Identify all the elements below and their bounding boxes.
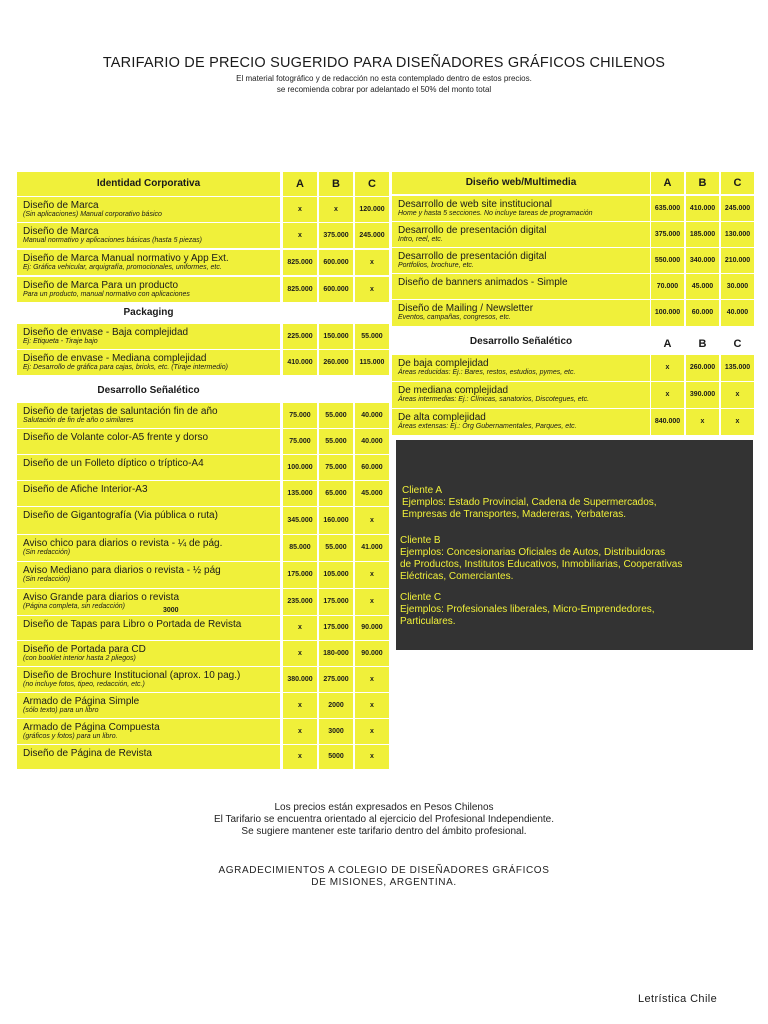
editorial-row-note: Salutación de fin de año o similares <box>23 417 134 424</box>
editorial-row-price-c: x <box>355 562 389 588</box>
senaletico-header-right: Desarrollo Señalético <box>392 330 650 354</box>
packaging-row-label: Diseño de envase - Baja complejidad <box>23 327 189 338</box>
page-title: TARIFARIO DE PRECIO SUGERIDO PARA DISEÑADORES GRÁFICOS CHILENOS <box>102 55 666 71</box>
right-header-col-a: A <box>651 172 684 194</box>
right-row-price-a: 635.000 <box>651 196 684 221</box>
right-row-price-a: 550.000 <box>651 248 684 273</box>
left-row-price-c: x <box>355 277 389 302</box>
client-b-line: Eléctricas, Comerciantes. <box>400 571 514 582</box>
right-row-price-a: 375.000 <box>651 222 684 247</box>
editorial-row-price-b: 55.000 <box>319 403 353 428</box>
footer-notes <box>0 802 768 838</box>
right-row-note: Home y hasta 5 secciones. No incluye tareas de programación <box>398 210 593 217</box>
brand-label: Letrística Chile <box>638 993 718 1005</box>
right-row-price-c: 130.000 <box>721 222 754 247</box>
editorial-row-price-a: 135.000 <box>283 481 317 506</box>
editorial-row <box>17 429 280 454</box>
packaging-row-price-a: 410.000 <box>283 350 317 375</box>
editorial-row-label: Diseño de tarjetas de saluntación fin de año <box>23 406 218 417</box>
editorial-row-label: Aviso Mediano para diarios o revista - ½ pág <box>23 565 221 576</box>
editorial-row <box>17 403 280 428</box>
editorial-row-price-b: 65.000 <box>319 481 353 506</box>
editorial-row-price-a: x <box>283 616 317 640</box>
left-row-note: Ej: Gráfica vehicular, arquigrafía, promocionales, uniformes, etc. <box>23 264 222 271</box>
right-row-price-b: 185.000 <box>686 222 719 247</box>
left-row-price-a: 825.000 <box>283 250 317 275</box>
client-c <box>400 592 655 628</box>
left-row-label: Diseño de Marca <box>23 200 99 211</box>
editorial-row-label: Armado de Página Simple <box>23 696 140 707</box>
senaletico-header-left: Desarrollo Señalético <box>17 380 280 402</box>
right-row-price-c: 30.000 <box>721 274 754 299</box>
packaging-row <box>17 350 280 375</box>
editorial-row-price-c: 40.000 <box>355 429 389 454</box>
editorial-row-note: (Sin redacción) <box>23 549 71 556</box>
client-b-title: Cliente B <box>400 535 441 546</box>
footer-line: Los precios están expresados en Pesos Chilenos <box>274 802 494 813</box>
senaletico-row-label: De mediana complejidad <box>398 385 509 396</box>
editorial-row-price-c: x <box>355 745 389 769</box>
editorial-row-price-c: 45.000 <box>355 481 389 506</box>
senaletico-col-a: A <box>651 332 684 356</box>
left-row-price-a: x <box>283 223 317 248</box>
right-row <box>392 274 650 299</box>
editorial-row-price-c: 40.000 <box>355 403 389 428</box>
editorial-row-price-b: 75.000 <box>319 455 353 480</box>
senaletico-col-c: C <box>721 332 754 356</box>
senaletico-col-b: B <box>686 332 719 356</box>
left-row-label: Diseño de Marca <box>23 226 99 237</box>
editorial-row-price-c: x <box>355 667 389 692</box>
left-row-price-a: 825.000 <box>283 277 317 302</box>
editorial-row-price-b: 275.000 <box>319 667 353 692</box>
editorial-row-price-b: 55.000 <box>319 535 353 561</box>
editorial-row-price-c: x <box>355 589 389 615</box>
editorial-row-price-a: 75.000 <box>283 429 317 454</box>
left-row-price-c: 245.000 <box>355 223 389 248</box>
right-row-price-a: 100.000 <box>651 300 684 326</box>
editorial-row-label: Aviso Grande para diarios o revista <box>23 592 180 603</box>
editorial-row-price-c: 60.000 <box>355 455 389 480</box>
right-row-label: Diseño de Mailing / Newsletter <box>398 303 534 314</box>
senaletico-row <box>392 355 650 381</box>
senaletico-row-note: Áreas reducidas: Ej.: Bares, restos, estudios, pymes, etc. <box>398 369 576 376</box>
right-row <box>392 196 650 221</box>
left-header-label: Identidad Corporativa <box>17 172 280 196</box>
editorial-row-note: (Página completa, sin redacción) <box>23 603 125 610</box>
senaletico-row-label: De baja complejidad <box>398 358 489 369</box>
editorial-row-price-b: 5000 <box>319 745 353 769</box>
left-row <box>17 197 280 222</box>
editorial-row-note: (sólo texto) para un libro <box>23 707 99 714</box>
packaging-row-note: Ej: Desarrollo de gráfica para cajas, bricks, etc. (Tiraje intermedio) <box>23 364 228 371</box>
client-a <box>402 485 657 521</box>
right-row <box>392 300 650 326</box>
editorial-row-price-b: 105.000 <box>319 562 353 588</box>
senaletico-row-note: Áreas intermedias: Ej.: Clínicas, sanatorios, Discotegues, etc. <box>398 396 590 403</box>
editorial-row-label: Armado de Página Compuesta <box>23 722 160 733</box>
editorial-row-price-b: 3000 <box>319 719 353 744</box>
footer-line: Se sugiere mantener este tarifario dentro del ámbito profesional. <box>241 826 527 837</box>
right-row-price-c: 210.000 <box>721 248 754 273</box>
senaletico-row <box>392 409 650 435</box>
left-row <box>17 223 280 248</box>
right-row <box>392 222 650 247</box>
right-row-label: Desarrollo de web site institucional <box>398 199 552 210</box>
editorial-row-label: Diseño de Brochure Institucional (aprox. 10 pag.) <box>23 670 241 681</box>
packaging-header: Packaging <box>17 303 280 323</box>
packaging-row-price-b: 260.000 <box>319 350 353 375</box>
editorial-row-label: Diseño de Portada para CD <box>23 644 146 655</box>
editorial-row-price-c: x <box>355 693 389 718</box>
left-row-note: Para un producto, manual normativo con aplicaciones <box>23 291 190 298</box>
client-c-line: Ejemplos: Profesionales liberales, Micro-Emprendedores, <box>400 604 655 615</box>
right-row-price-c: 245.000 <box>721 196 754 221</box>
editorial-row-label: Diseño de Volante color-A5 frente y dorso <box>23 432 209 443</box>
right-row-note: Portfolios, brochure, etc. <box>398 262 474 269</box>
editorial-row-price-b: 160.000 <box>319 507 353 534</box>
editorial-row-note: (gráficos y fotos) para un libro. <box>23 733 118 740</box>
client-a-title: Cliente A <box>402 485 443 496</box>
editorial-row-note: (no incluye fotos, tipeo, redacción, etc.) <box>23 681 145 688</box>
left-row <box>17 250 280 275</box>
left-header-col-b: B <box>319 172 353 196</box>
editorial-row <box>17 719 280 744</box>
editorial-row-label: Diseño de Afiche Interior-A3 <box>23 484 148 495</box>
editorial-row <box>17 589 280 615</box>
editorial-row-price-c: 41.000 <box>355 535 389 561</box>
left-header-col-c: C <box>355 172 389 196</box>
editorial-row-price-a: x <box>283 641 317 666</box>
editorial-row-price-c: 90.000 <box>355 616 389 640</box>
right-row-price-b: 45.000 <box>686 274 719 299</box>
right-header-col-b: B <box>686 172 719 194</box>
right-row-price-c: 40.000 <box>721 300 754 326</box>
editorial-row-price-c: x <box>355 719 389 744</box>
packaging-row-note: Ej: Etiqueta - Tiraje bajo <box>23 338 98 345</box>
right-row-label: Diseño de banners animados - Simple <box>398 277 568 288</box>
client-a-line: Ejemplos: Estado Provincial, Cadena de Supermercados, <box>402 497 657 508</box>
editorial-row-price-b: 2000 <box>319 693 353 718</box>
packaging-row <box>17 324 280 349</box>
left-row-price-c: 120.000 <box>355 197 389 222</box>
editorial-row-label: Diseño de Página de Revista <box>23 748 152 759</box>
editorial-row-price-c: x <box>355 507 389 534</box>
editorial-row <box>17 616 280 640</box>
right-header-col-c: C <box>721 172 754 194</box>
editorial-row <box>17 667 280 692</box>
client-a-line: Empresas de Transportes, Madereras, Yerbateras. <box>402 509 627 520</box>
editorial-row-price-a: 100.000 <box>283 455 317 480</box>
editorial-row-label: Diseño de Gigantografía (Via pública o ruta) <box>23 510 218 521</box>
left-row-price-b: 600.000 <box>319 250 353 275</box>
editorial-row-price-a: x <box>283 745 317 769</box>
editorial-row-price-a: 85.000 <box>283 535 317 561</box>
editorial-row <box>17 455 280 480</box>
left-row-price-a: x <box>283 197 317 222</box>
senaletico-row-price-a: 840.000 <box>651 409 684 435</box>
senaletico-row-label: De alta complejidad <box>398 412 486 423</box>
right-row-price-a: 70.000 <box>651 274 684 299</box>
left-row-note: (Sin aplicaciones) Manual corporativo básico <box>23 211 162 218</box>
editorial-row-note: (Sin redacción) <box>23 576 71 583</box>
senaletico-row-price-c: 135.000 <box>721 355 754 381</box>
editorial-row-price-a: x <box>283 693 317 718</box>
clients-box <box>396 440 753 650</box>
editorial-row-price-b: 180-000 <box>319 641 353 666</box>
editorial-row-price-a: 235.000 <box>283 589 317 615</box>
editorial-row <box>17 535 280 561</box>
editorial-row-note: (con booklet interior hasta 2 pliegos) <box>23 655 136 662</box>
right-header-label: Diseño web/Multimedia <box>392 172 650 194</box>
senaletico-row-price-b: x <box>686 409 719 435</box>
left-row-label: Diseño de Marca Manual normativo y App Ext. <box>23 253 229 264</box>
left-row <box>17 277 280 302</box>
footer-thanks <box>0 865 768 889</box>
right-row-price-b: 340.000 <box>686 248 719 273</box>
left-row-note: Manual normativo y aplicaciones básicas (hasta 5 piezas) <box>23 237 202 244</box>
thanks-line: AGRADECIMIENTOS A COLEGIO DE DISEÑADORES GRÁFICOS <box>218 865 550 876</box>
client-b-line: Ejemplos: Concesionarias Oficiales de Autos, Distribuidoras <box>400 547 666 558</box>
right-row-note: Eventos, campañas, congresos, etc. <box>398 314 511 321</box>
senaletico-row-price-c: x <box>721 382 754 408</box>
editorial-row-price-a: 380.000 <box>283 667 317 692</box>
left-row-price-b: 375.000 <box>319 223 353 248</box>
packaging-row-price-c: 115.000 <box>355 350 389 375</box>
right-row-price-b: 60.000 <box>686 300 719 326</box>
thanks-line: DE MISIONES, ARGENTINA. <box>311 877 457 888</box>
extra-note: 3000 <box>163 607 179 614</box>
editorial-row-label: Diseño de un Folleto díptico o tríptico-A4 <box>23 458 204 469</box>
editorial-row <box>17 562 280 588</box>
right-row-label: Desarrollo de presentación digital <box>398 251 547 262</box>
client-c-title: Cliente C <box>400 592 442 603</box>
subtitle-line-2: se recomienda cobrar por adelantado el 50% del monto total <box>276 85 492 94</box>
editorial-row <box>17 693 280 718</box>
senaletico-row-price-b: 390.000 <box>686 382 719 408</box>
editorial-row-price-b: 175.000 <box>319 589 353 615</box>
packaging-row-price-c: 55.000 <box>355 324 389 349</box>
left-row-price-b: x <box>319 197 353 222</box>
editorial-row <box>17 641 280 666</box>
footer-line: El Tarifario se encuentra orientado al ejercicio del Profesional Independiente. <box>213 814 555 825</box>
right-row-note: Intro, reel, etc. <box>398 236 443 243</box>
left-row-label: Diseño de Marca Para un producto <box>23 280 179 291</box>
editorial-row-price-a: 175.000 <box>283 562 317 588</box>
senaletico-row-price-c: x <box>721 409 754 435</box>
right-row <box>392 248 650 273</box>
right-row-price-b: 410.000 <box>686 196 719 221</box>
editorial-row <box>17 481 280 506</box>
left-row-price-b: 600.000 <box>319 277 353 302</box>
packaging-row-price-b: 150.000 <box>319 324 353 349</box>
senaletico-row-price-b: 260.000 <box>686 355 719 381</box>
editorial-row-price-c: 90.000 <box>355 641 389 666</box>
senaletico-row-price-a: x <box>651 382 684 408</box>
subtitle-line-1: El material fotográfico y de redacción no esta contemplado dentro de estos precios. <box>236 74 532 83</box>
right-row-label: Desarrollo de presentación digital <box>398 225 547 236</box>
editorial-row-price-a: 345.000 <box>283 507 317 534</box>
editorial-row <box>17 745 280 769</box>
packaging-row-price-a: 225.000 <box>283 324 317 349</box>
editorial-row-price-b: 175.000 <box>319 616 353 640</box>
left-header-col-a: A <box>283 172 317 196</box>
senaletico-row-price-a: x <box>651 355 684 381</box>
client-b <box>400 535 682 583</box>
editorial-row-label: Diseño de Tapas para Libro o Portada de Revista <box>23 619 242 630</box>
editorial-row-price-b: 55.000 <box>319 429 353 454</box>
editorial-row-price-a: x <box>283 719 317 744</box>
client-b-line: de Productos, Institutos Educativos, Inmobiliarias, Cooperativas <box>400 559 683 570</box>
editorial-row-label: Aviso chico para diarios o revista - ¼ de pág. <box>23 538 223 549</box>
editorial-row <box>17 507 280 534</box>
senaletico-row-note: Áreas extensas: Ej.: Org Gubernamentales, Parques, etc. <box>398 423 577 430</box>
left-row-price-c: x <box>355 250 389 275</box>
packaging-row-label: Diseño de envase - Mediana complejidad <box>23 353 207 364</box>
senaletico-row <box>392 382 650 408</box>
editorial-row-price-a: 75.000 <box>283 403 317 428</box>
client-c-line: Particulares. <box>400 616 456 627</box>
